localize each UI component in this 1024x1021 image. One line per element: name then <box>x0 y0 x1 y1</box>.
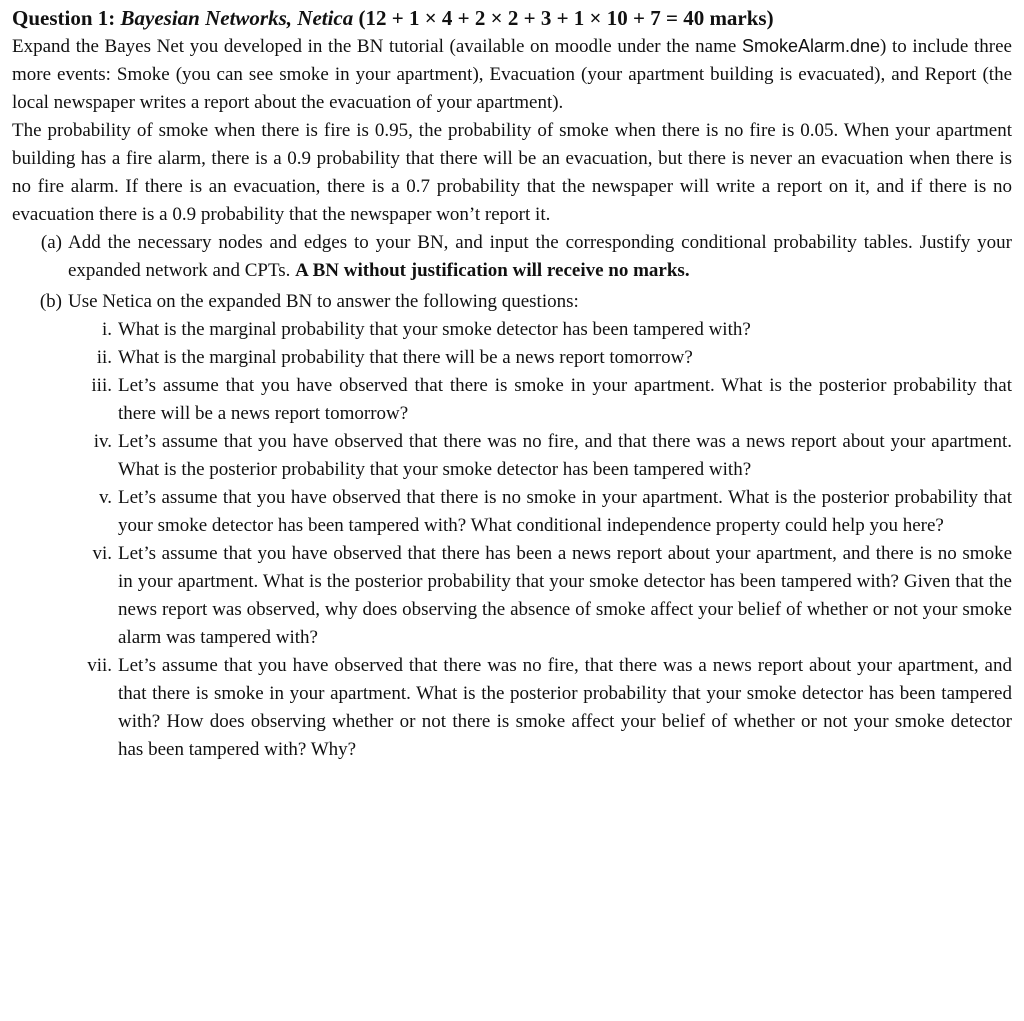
subquestion-v <box>12 484 1012 540</box>
intro-text-after: ) to include three more events: Smoke (you can see smoke in your apartment), Evacuation (your apartment building is evacuated), and Report (the local newspaper writes a report about the evacuation of your apartment). <box>12 36 1012 113</box>
part-b <box>12 288 1012 316</box>
part-a <box>12 229 1012 285</box>
subquestion-marker: v. <box>98 487 112 508</box>
subquestion-text: What is the marginal probability that there will be a news report tomorrow? <box>118 347 693 368</box>
intro-paragraph <box>12 32 1012 117</box>
subquestion-marker: ii. <box>96 347 112 368</box>
subquestion-text: Let’s assume that you have observed that there is smoke in your apartment. What is the posterior probability that there will be a news report tomorrow? <box>118 375 1012 424</box>
subquestion-marker: vii. <box>87 655 112 676</box>
subquestion-text: Let’s assume that you have observed that there is no smoke in your apartment. What is the posterior probability that your smoke detector has been tampered with? What conditional independence property could help you here? <box>118 487 1012 536</box>
probabilities-paragraph: The probability of smoke when there is fire is 0.95, the probability of smoke when there is no fire is 0.05. When your apartment building has a fire alarm, there is a 0.9 probability that there will be an evacuation, but there is never an evacuation when there is no fire alarm. If there is an evacuation, there is a 0.7 probability that the newspaper will write a report on it, and if there is no evacuation there is a 0.9 probability that the newspaper won’t report it. <box>12 120 1012 225</box>
subquestion-list <box>12 316 1012 764</box>
subquestion-iv <box>12 428 1012 484</box>
subquestion-text: Let’s assume that you have observed that there was no fire, that there was a news report about your apartment, and that there is smoke in your apartment. What is the posterior probability that your smoke detector has been tampered with? How does observing whether or not there is smoke affect your belief of whether or not your smoke detector has been tampered with? Why? <box>118 655 1012 760</box>
intro-text-before: Expand the Bayes Net you developed in the BN tutorial (available on moodle under the name <box>12 36 742 57</box>
subquestion-iii <box>12 372 1012 428</box>
part-b-marker: (b) <box>39 291 62 312</box>
question-marks: (12 + 1 × 4 + 2 × 2 + 3 + 1 × 10 + 7 = 40 marks) <box>358 6 774 30</box>
part-a-bold-text: A BN without justification will receive no marks. <box>295 260 690 281</box>
file-name: SmokeAlarm.dne <box>741 36 881 56</box>
subquestion-i <box>12 316 1012 344</box>
subquestion-ii <box>12 344 1012 372</box>
question-topic: Bayesian Networks, Netica <box>120 6 354 30</box>
part-b-text: Use Netica on the expanded BN to answer the following questions: <box>68 291 579 312</box>
subquestion-marker: vi. <box>92 543 112 564</box>
subquestion-vi <box>12 540 1012 652</box>
subquestion-text: Let’s assume that you have observed that there was no fire, and that there was a news report about your apartment. What is the posterior probability that your smoke detector has been tampered with? <box>118 431 1012 480</box>
subquestion-marker: iv. <box>93 431 112 452</box>
subquestion-vii <box>12 652 1012 764</box>
question-heading <box>12 4 1012 32</box>
question-label: Question 1: <box>12 6 116 30</box>
part-a-body <box>68 229 1012 285</box>
part-a-marker: (a) <box>40 232 62 253</box>
part-a-text: Add the necessary nodes and edges to your BN, and input the corresponding conditional probability tables. Justify your expanded network and CPTs. <box>68 232 1012 281</box>
subquestion-marker: iii. <box>91 375 112 396</box>
subquestion-text: What is the marginal probability that your smoke detector has been tampered with? <box>118 319 751 340</box>
subquestion-text: Let’s assume that you have observed that there has been a news report about your apartment, and there is no smoke in your apartment. What is the posterior probability that your smoke detector has been tampered with? Given that the news report was observed, why does observing the absence of smoke affect your belief of whether or not your smoke alarm was tampered with? <box>118 543 1012 648</box>
subquestion-marker: i. <box>101 319 112 340</box>
